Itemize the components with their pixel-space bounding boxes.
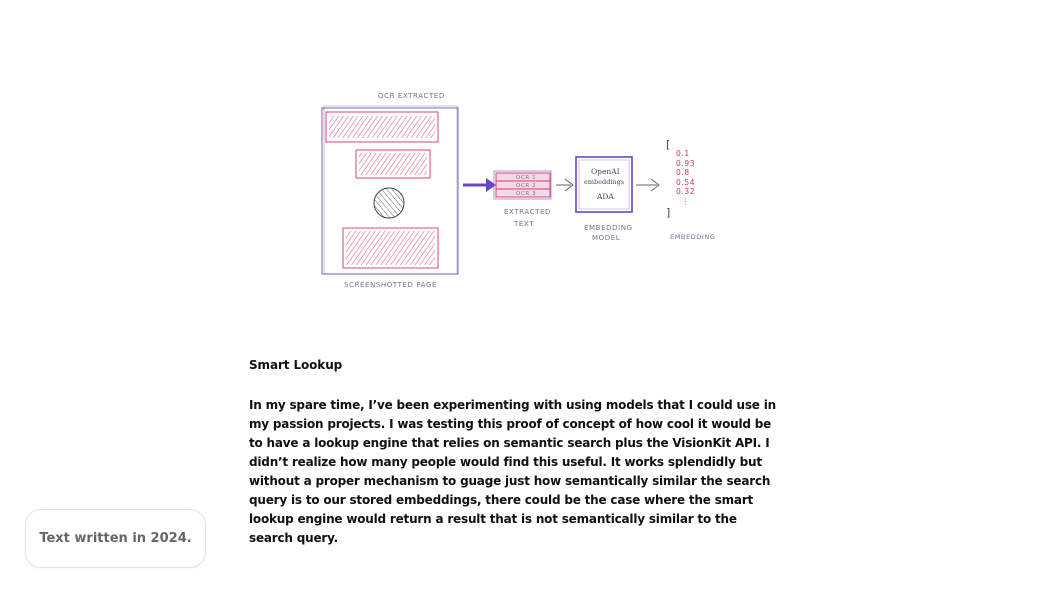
ocr-block-top <box>329 116 435 138</box>
vector-value: 0.1 <box>676 149 690 158</box>
arrow-icon <box>636 179 659 191</box>
screenshotted-page-label: SCREENSHOTTED PAGE <box>344 281 438 289</box>
vector-value: 0.54 <box>676 178 696 187</box>
embedding-label: EMBEDDING <box>670 233 716 241</box>
bracket-close: ] <box>666 206 671 219</box>
embedding-model-label-line1: EMBEDDING <box>584 224 633 232</box>
bracket-open: [ <box>666 138 671 151</box>
model-line-ada: ADA <box>597 192 614 201</box>
diagram-svg <box>300 80 740 300</box>
arrow-icon <box>556 179 573 191</box>
extracted-text-label-line2: TEXT <box>514 220 535 228</box>
embedding-vector <box>666 138 695 219</box>
model-line-openai: OpenAI <box>591 167 620 176</box>
article-title: Smart Lookup <box>249 358 343 372</box>
model-line-embeddings: embeddings <box>584 178 625 186</box>
ocr-3-label: OCR 3 <box>516 191 537 197</box>
screenshotted-page <box>322 106 458 274</box>
extracted-text-label-line1: EXTRACTED <box>504 208 551 216</box>
arrow-icon <box>463 178 496 192</box>
vector-value: 0.93 <box>676 159 696 168</box>
text-written-badge: Text written in 2024. <box>25 509 206 568</box>
vector-value: 0.32 <box>676 187 696 196</box>
ocr-1-label: OCR 1 <box>516 175 537 181</box>
article-body: In my spare time, I’ve been experimenting with using models that I could use in my passion projects. I was testing this proof of concept of how cool it would be to have a lookup engine that relies on semantic search plus the VisionKit API. I didn’t realize how many people would find this useful. It works splendidly but without a proper mechanism to guage just how semantically similar the search query is to our stored embeddings, there could be the case where the smart lookup engine would return a result that is not semantically similar to the search query. <box>249 398 776 545</box>
image-placeholder-icon <box>374 188 404 218</box>
ocr-block-middle <box>359 153 427 175</box>
vector-value: 0.8 <box>676 168 690 177</box>
ocr-2-label: OCR 2 <box>516 183 537 189</box>
architecture-diagram <box>300 80 740 300</box>
article <box>249 356 784 548</box>
extracted-text-stack <box>494 171 551 199</box>
embedding-model-box <box>576 157 632 212</box>
embedding-model-label-line2: MODEL <box>592 234 621 242</box>
vector-value: ⋮ <box>682 197 691 206</box>
ocr-extracted-label: OCR EXTRACTED <box>378 92 445 100</box>
ocr-block-bottom <box>346 231 435 265</box>
